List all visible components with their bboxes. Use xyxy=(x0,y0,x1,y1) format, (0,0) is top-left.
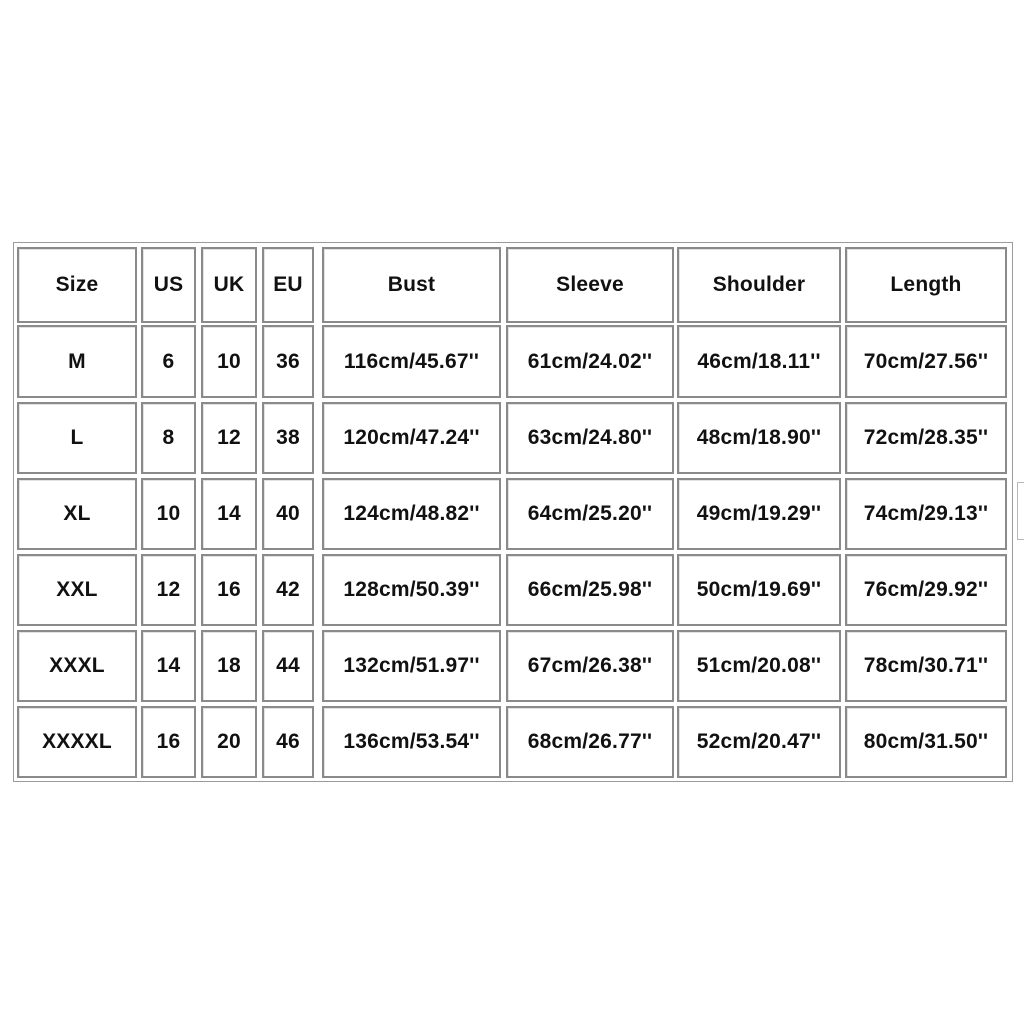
cell-size: XL xyxy=(17,478,137,550)
cell-size: M xyxy=(17,325,137,398)
cell-length: 76cm/29.92'' xyxy=(845,554,1007,626)
cell-uk: 14 xyxy=(201,478,257,550)
header-uk: UK xyxy=(201,247,257,323)
cell-bust: 116cm/45.67'' xyxy=(322,325,501,398)
cell-us: 16 xyxy=(141,706,196,778)
cell-sleeve: 64cm/25.20'' xyxy=(506,478,674,550)
cell-size: XXXXL xyxy=(17,706,137,778)
cell-size: XXXL xyxy=(17,630,137,702)
cell-length: 80cm/31.50'' xyxy=(845,706,1007,778)
cell-sleeve: 68cm/26.77'' xyxy=(506,706,674,778)
cell-eu: 40 xyxy=(262,478,314,550)
cell-us: 6 xyxy=(141,325,196,398)
cell-bust: 120cm/47.24'' xyxy=(322,402,501,474)
header-bust: Bust xyxy=(322,247,501,323)
header-us: US xyxy=(141,247,196,323)
header-eu: EU xyxy=(262,247,314,323)
cell-bust: 128cm/50.39'' xyxy=(322,554,501,626)
cell-uk: 18 xyxy=(201,630,257,702)
cell-us: 12 xyxy=(141,554,196,626)
cell-size: L xyxy=(17,402,137,474)
cell-eu: 42 xyxy=(262,554,314,626)
cell-uk: 10 xyxy=(201,325,257,398)
header-length: Length xyxy=(845,247,1007,323)
cell-us: 8 xyxy=(141,402,196,474)
cell-length: 74cm/29.13'' xyxy=(845,478,1007,550)
cell-sleeve: 67cm/26.38'' xyxy=(506,630,674,702)
cell-bust: 136cm/53.54'' xyxy=(322,706,501,778)
cell-uk: 12 xyxy=(201,402,257,474)
header-size: Size xyxy=(17,247,137,323)
cell-sleeve: 66cm/25.98'' xyxy=(506,554,674,626)
cell-uk: 20 xyxy=(201,706,257,778)
cell-length: 72cm/28.35'' xyxy=(845,402,1007,474)
cell-us: 14 xyxy=(141,630,196,702)
header-sleeve: Sleeve xyxy=(506,247,674,323)
cell-size: XXL xyxy=(17,554,137,626)
cell-sleeve: 61cm/24.02'' xyxy=(506,325,674,398)
cell-eu: 38 xyxy=(262,402,314,474)
cell-length: 78cm/30.71'' xyxy=(845,630,1007,702)
cell-sleeve: 63cm/24.80'' xyxy=(506,402,674,474)
cell-shoulder: 49cm/19.29'' xyxy=(677,478,841,550)
cell-uk: 16 xyxy=(201,554,257,626)
cell-us: 10 xyxy=(141,478,196,550)
cell-bust: 124cm/48.82'' xyxy=(322,478,501,550)
cell-eu: 36 xyxy=(262,325,314,398)
size-chart-table xyxy=(13,242,1013,782)
edge-divider xyxy=(1017,482,1024,540)
cell-eu: 44 xyxy=(262,630,314,702)
cell-eu: 46 xyxy=(262,706,314,778)
cell-shoulder: 52cm/20.47'' xyxy=(677,706,841,778)
cell-shoulder: 50cm/19.69'' xyxy=(677,554,841,626)
cell-bust: 132cm/51.97'' xyxy=(322,630,501,702)
header-shoulder: Shoulder xyxy=(677,247,841,323)
cell-shoulder: 46cm/18.11'' xyxy=(677,325,841,398)
cell-length: 70cm/27.56'' xyxy=(845,325,1007,398)
cell-shoulder: 51cm/20.08'' xyxy=(677,630,841,702)
cell-shoulder: 48cm/18.90'' xyxy=(677,402,841,474)
